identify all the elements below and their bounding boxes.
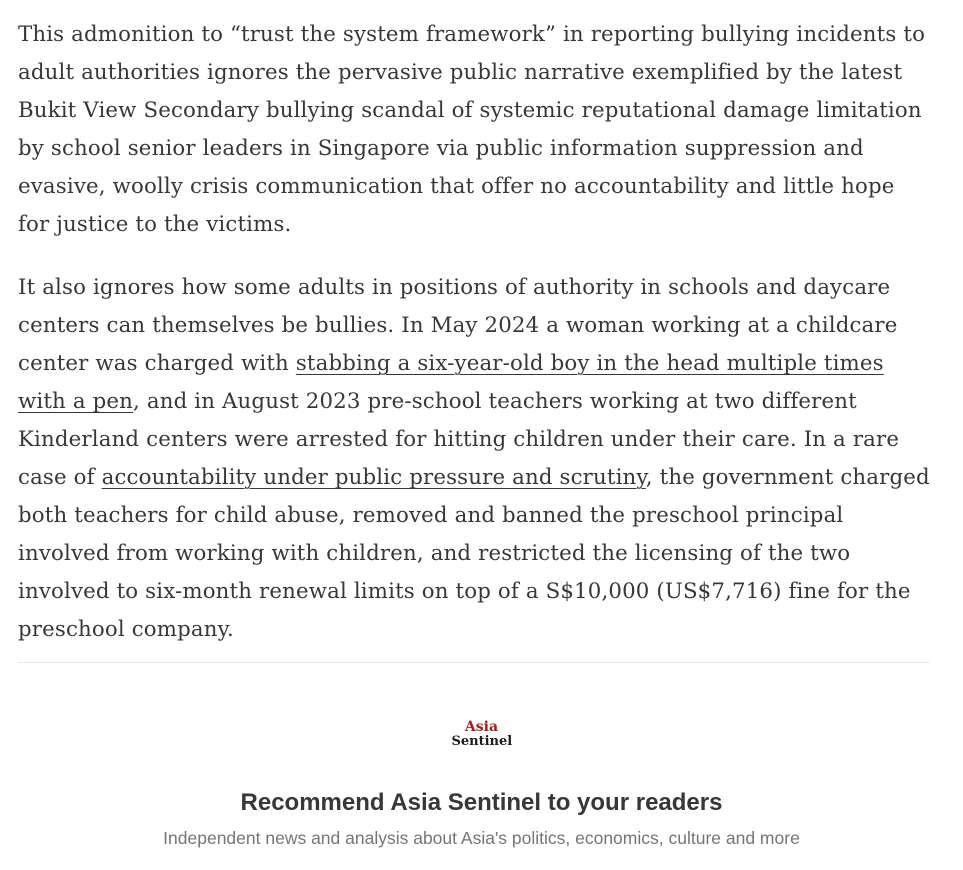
section-divider [18,662,930,663]
link-accountability-article[interactable]: accountability under public pressure and scrutiny [101,465,646,490]
link-stabbing-article[interactable]: stabbing a six-year-old boy in the head multiple times with a pen [18,351,884,414]
recommend-section [0,712,963,850]
logo-text-sentinel: Sentinel [451,734,513,749]
logo-text-asia: Asia [464,719,499,735]
recommend-title: Recommend Asia Sentinel to your readers [240,789,723,816]
paragraph-2-text-b: , and in August 2023 pre-school teachers working at two different Kinderland centers were arrested for hitting children under their care. In a rare case of [18,389,900,490]
asia-sentinel-logo[interactable] [452,712,512,752]
article-body [18,16,930,674]
paragraph-2-text-c: , the government charged both teachers for child abuse, removed and banned the preschool principal involved from working with children, and restricted the licensing of the two involved to six-month renewal limits on top of a S$10,000 (US$7,716) fine for the preschool company. [18,465,930,642]
paragraph-2-text-a: It also ignores how some adults in positions of authority in schools and daycare centers can themselves be bullies. In May 2024 a woman working at a childcare center was charged with [18,275,898,376]
paragraph-2 [18,269,930,649]
paragraph-1: This admonition to “trust the system framework” in reporting bullying incidents to adult authorities ignores the pervasive public narrative exemplified by the latest Bukit View Secondary bullying scandal of systemic reputational damage limitation by school senior leaders in Singapore via public information suppression and evasive, woolly crisis communication that offer no accountability and little hope for justice to the victims. [18,22,926,237]
recommend-subtitle: Independent news and analysis about Asia's politics, economics, culture and more [163,828,800,848]
